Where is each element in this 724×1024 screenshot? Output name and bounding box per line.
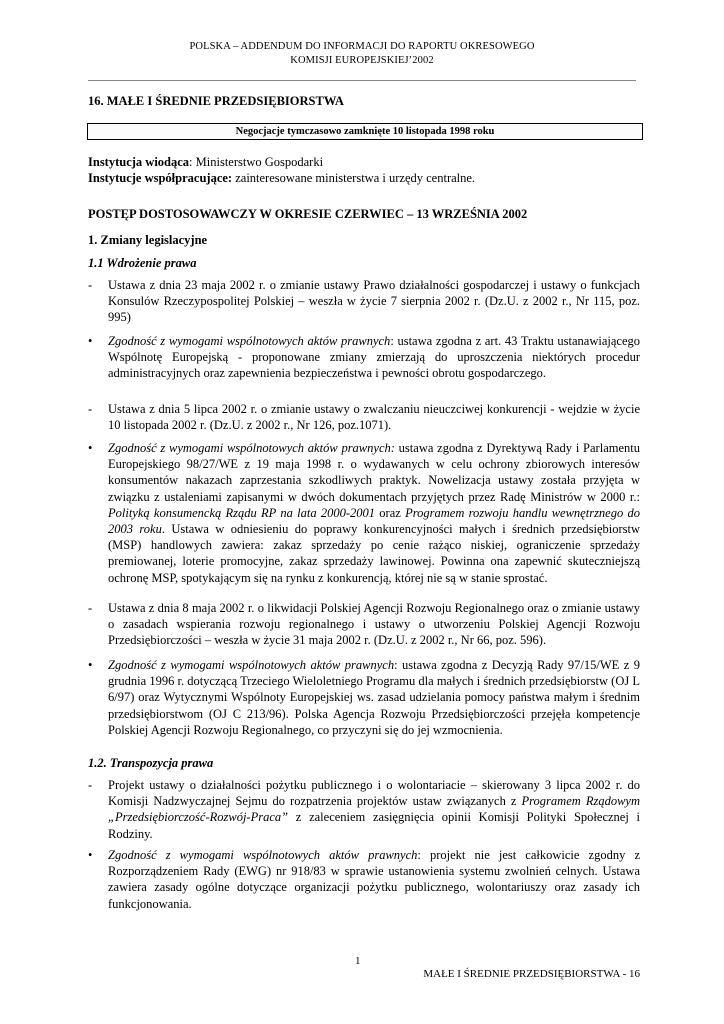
list-item bbox=[88, 401, 640, 433]
bullet-marker: • bbox=[88, 334, 93, 348]
compliance-label: Zgodność z wymogami wspólnotowych aktów prawnych: bbox=[108, 441, 395, 455]
negotiation-status-box: Negocjacje tymczasowo zamknięte 10 listopada 1998 roku bbox=[87, 123, 643, 140]
dash-marker: - bbox=[88, 601, 93, 615]
list-item bbox=[88, 277, 640, 326]
running-footer: MAŁE I ŚREDNIE PRZEDSIĘBIORSTWA - 16 bbox=[423, 968, 640, 980]
item-text: Zgodność z wymogami wspólnotowych aktów prawnych: projekt nie jest całkowicie zgodny z Rozporządzeniem Rady (EWG) nr 918/83 w sprawie ustanowienia systemu zwolnień celnych. Ustawa zawiera zasady ogólne dotyczące organizacji pożytku publicznego, wolontariuszy oraz zasady ich funkcjonowania. bbox=[108, 848, 640, 911]
bullet-marker: • bbox=[88, 658, 93, 672]
header-line-1: POLSKA – ADDENDUM DO INFORMACJI DO RAPORTU OKRESOWEGO bbox=[189, 41, 535, 52]
section-title: 16. MAŁE I ŚREDNIE PRZEDSIĘBIORSTWA bbox=[88, 94, 344, 108]
progress-heading: POSTĘP DOSTOSOWAWCZY W OKRESIE CZERWIEC – 13 WRZEŚNIA 2002 bbox=[88, 207, 528, 221]
lead-institution-label: Instytucja wiodąca bbox=[88, 155, 190, 169]
dash-marker: - bbox=[88, 778, 93, 792]
heading-legislative-changes: 1. Zmiany legislacyjne bbox=[88, 233, 208, 247]
item-text: Zgodność z wymogami wspólnotowych aktów prawnych: ustawa zgodna z Decyzją Rady 97/15/WE z 9 grudnia 1996 r. dotyczącą Trzeciego Wieloletniego Programu dla małych i średnich przedsiębiorstw (OJ L 6/97) oraz Wytycznymi Wspólnoty Europejskiej ws. zasad udzielania pomocy państwa małym i średnim przedsiębiorstwom (OJ C 213/96). Polska Agencja Rozwoju Przedsiębiorczości przejęła kompetencje Polskiej Agencji Rozwoju Regionalnego, co przyczyni się do jej wzmocnienia. bbox=[108, 658, 640, 737]
compliance-label: Zgodność z wymogami wspólnotowych aktów prawnych bbox=[108, 334, 391, 348]
bullet-marker: • bbox=[88, 848, 93, 862]
item-text: Ustawa z dnia 8 maja 2002 r. o likwidacji Polskiej Agencji Rozwoju Regionalnego oraz o zmianie ustawy o zasadach wspierania rozwoju regionalnego i ustawy o utworzeniu Polskiej Agencji Rozwoju Przedsiębiorczości – weszła w życie 31 maja 2002 r. (Dz.U. z 2002 r., Nr 66, poz. 596). bbox=[108, 601, 640, 648]
list-item bbox=[88, 657, 640, 738]
item-text: Zgodność z wymogami wspólnotowych aktów prawnych: ustawa zgodna z Dyrektywą Rady i Parlamentu Europejskiego 98/27/WE z 19 maja 1998 r. o wydawanych w celu ochrony zbiorowych interesów konsumentów nakazach zaprzestania szkodliwych praktyk. Nowelizacja ustawy została przyjęta w związku z ustaleniami zapisanymi w dwóch dokumentach przyjętych przez Radę Ministrów w 2000 r.: Polityką konsumencką Rządu RP na lata 2000-2001 oraz Programem rozwoju handlu wewnętrznego do 2003 roku. Ustawa w odniesieniu do poprawy konkurencyjności małych i średnich przedsiębiorstw (MSP) handlowych zawiera: zakaz sprzedaży po cenie rażąco niskiej, ograniczenie sprzedaży premiowanej, loterie promocyjne, zakaz sprzedaży lawinowej. Powinna ona zapewnić skuteczniejszą ochronę MSP, spotykającym się na rynku z konkurencją, której nie są w stanie sprostać. bbox=[108, 441, 641, 585]
item-text: Zgodność z wymogami wspólnotowych aktów prawnych: ustawa zgodna z art. 43 Traktu ustanawiającego Wspólnotę Europejską - proponowane zmiany zmierzają do uproszczenia niektórych procedur administracyjnych oraz zapewnienia bezpieczeństwa i pewności obrotu gospodarczego. bbox=[108, 334, 640, 381]
dash-marker: - bbox=[88, 278, 93, 292]
list-item bbox=[88, 440, 640, 586]
item-text: Projekt ustawy o działalności pożytku publicznego i o wolontariacie – skierowany 3 lipca 2002 r. do Komisji Nadzwyczajnej Sejmu do rozpatrzenia projektów ustaw związanych z Programem Rządowym „Przedsiębiorczość-Rozwój-Praca” z zaleceniem zasięgnięcia opinii Komisji Polityki Społecznej i Rodziny. bbox=[108, 778, 640, 841]
document-title: Programem rozwoju handlu wewnętrznego do 2003 roku bbox=[108, 505, 641, 537]
program-title: Programem Rządowym „Przedsiębiorczość-Rozwój-Praca” bbox=[108, 794, 640, 825]
item-text: Ustawa z dnia 5 lipca 2002 r. o zmianie ustawy o zwalczaniu nieuczciwej konkurencji - wejdzie w życie 10 listopada 2002 r. (Dz.U. z 2002 r., Nr 126, poz.1071). bbox=[108, 402, 640, 433]
list-item bbox=[88, 333, 640, 382]
cooperating-institutions-label: Instytucje współpracujące: bbox=[88, 171, 233, 185]
bullet-marker: • bbox=[88, 441, 93, 455]
document-title: Polityką konsumencką Rządu RP na lata 2000-2001 bbox=[108, 505, 376, 520]
heading-law-implementation: 1.1 Wdrożenie prawa bbox=[88, 256, 197, 270]
item-text: Ustawa z dnia 23 maja 2002 r. o zmianie ustawy Prawo działalności gospodarczej i ustawy o funkcjach Konsulów Rzeczypospolitej Polskiej – weszła w życie 7 sierpnia 2002 r. (Dz.U. z 2002 r., Nr 115, poz. 995) bbox=[108, 278, 640, 325]
header-line-2: KOMISJI EUROPEJSKIEJ’2002 bbox=[290, 55, 434, 66]
lead-institution bbox=[88, 154, 475, 170]
heading-law-transposition: 1.2. Transpozycja prawa bbox=[88, 756, 214, 770]
header-rule bbox=[88, 80, 636, 81]
institutions-block bbox=[88, 154, 475, 186]
running-header bbox=[80, 40, 644, 68]
compliance-label: Zgodność z wymogami wspólnotowych aktów prawnych bbox=[108, 848, 418, 862]
cooperating-institutions-value: zainteresowane ministerstwa i urzędy centralne. bbox=[232, 171, 476, 185]
cooperating-institutions bbox=[88, 170, 475, 186]
list-item bbox=[88, 847, 640, 912]
page-number: 1 bbox=[355, 955, 361, 967]
list-item bbox=[88, 600, 640, 649]
lead-institution-value: : Ministerstwo Gospodarki bbox=[189, 155, 324, 169]
compliance-label: Zgodność z wymogami wspólnotowych aktów prawnych bbox=[108, 658, 395, 672]
list-item bbox=[88, 777, 640, 842]
dash-marker: - bbox=[88, 402, 93, 416]
